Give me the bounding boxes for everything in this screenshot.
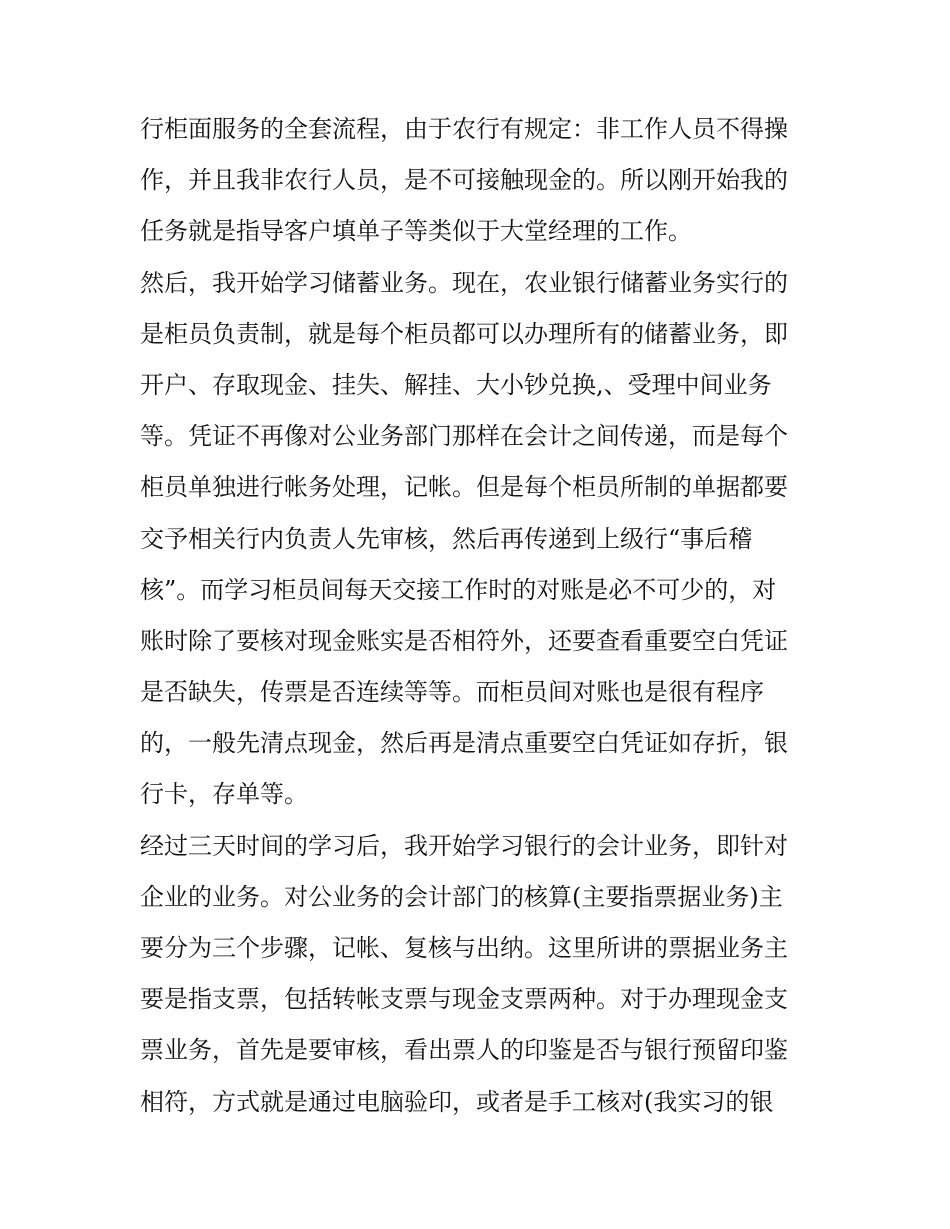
text-line: 账时除了要核对现金账实是否相符外，还要查看重要空白凭证 bbox=[140, 626, 788, 655]
text-line: 行柜面服务的全套流程，由于农行有规定：非工作人员不得操 bbox=[140, 115, 788, 143]
text-line: 开户、存取现金、挂失、解挂、大小钞兑换,、受理中间业务 bbox=[140, 370, 772, 399]
text-line: 核”。而学习柜员间每天交接工作时的对账是必不可少的，对 bbox=[140, 575, 777, 604]
text-line: 然后，我开始学习储蓄业务。现在，农业银行储蓄业务实行的 bbox=[140, 268, 788, 297]
text-line: 票业务，首先是要审核，看出票人的印鉴是否与银行预留印鉴 bbox=[140, 1036, 788, 1065]
body-text bbox=[140, 104, 820, 1128]
text-line: 柜员单独进行帐务处理，记帐。但是每个柜员所制的单据都要 bbox=[140, 473, 788, 502]
text-line: 行卡，存单等。 bbox=[140, 780, 308, 809]
text-line: 作，并且我非农行人员，是不可接触现金的。所以刚开始我的 bbox=[140, 166, 788, 195]
text-line: 要分为三个步骤，记帐、复核与出纳。这里所讲的票据业务主 bbox=[140, 934, 788, 962]
text-line: 企业的业务。对公业务的会计部门的核算(主要指票据业务)主 bbox=[140, 882, 783, 911]
text-line: 是柜员负责制，就是每个柜员都可以办理所有的储蓄业务，即 bbox=[140, 319, 788, 348]
text-line: 经过三天时间的学习后，我开始学习银行的会计业务，即针对 bbox=[140, 831, 788, 860]
text-line: 要是指支票，包括转帐支票与现金支票两种。对于办理现金支 bbox=[140, 985, 788, 1014]
text-line: 相符，方式就是通过电脑验印，或者是手工核对(我实习的银 bbox=[140, 1087, 774, 1116]
text-line: 任务就是指导客户填单子等类似于大堂经理的工作。 bbox=[140, 217, 692, 246]
text-line: 交予相关行内负责人先审核，然后再传递到上级行“事后稽 bbox=[140, 524, 753, 553]
text-line: 是否缺失，传票是否连续等等。而柜员间对账也是很有程序 bbox=[140, 678, 764, 707]
text-line: 的，一般先清点现金，然后再是清点重要空白凭证如存折，银 bbox=[140, 729, 788, 758]
text-line: 等。凭证不再像对公业务部门那样在会计之间传递，而是每个 bbox=[140, 422, 788, 451]
